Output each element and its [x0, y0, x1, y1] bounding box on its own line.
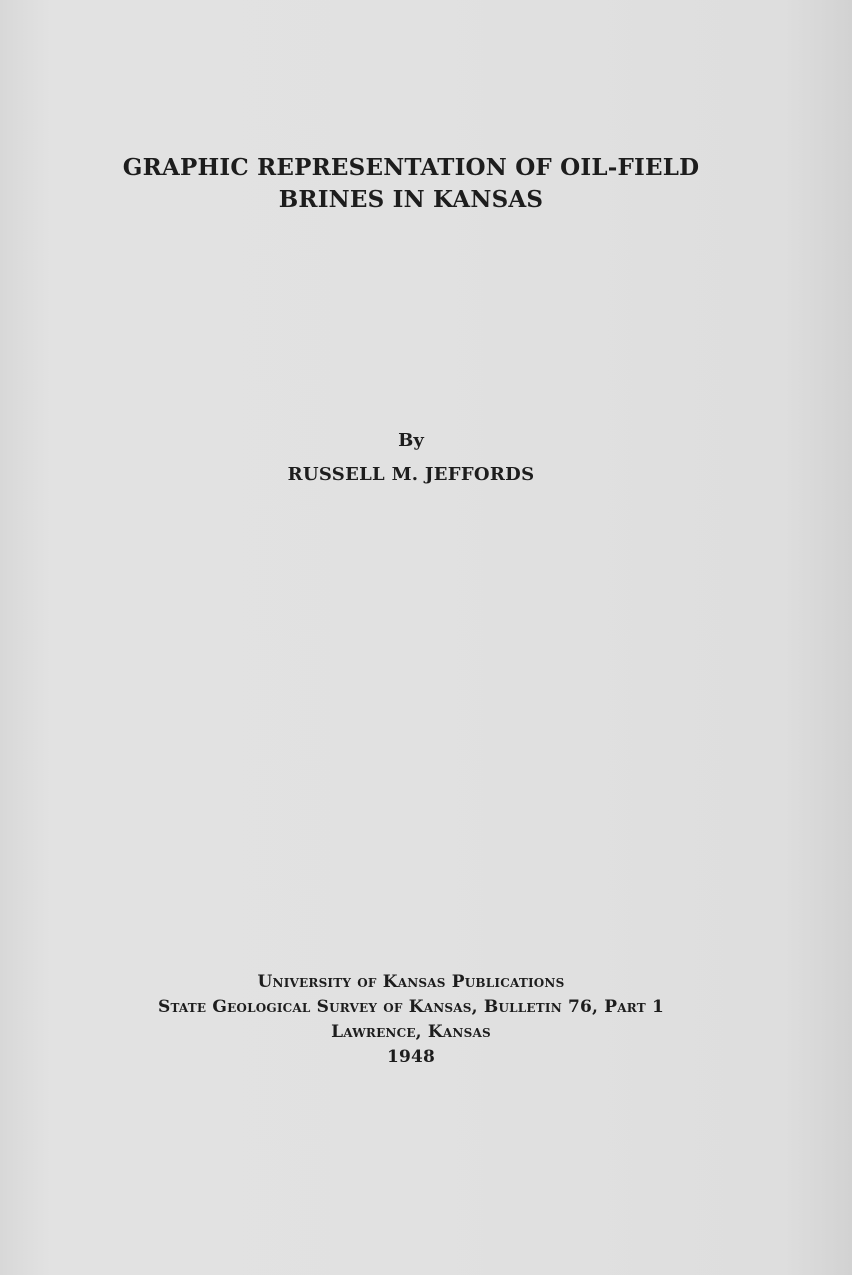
imprint [0, 970, 822, 1070]
by-label: By [398, 430, 424, 451]
title-line-2: BRINES IN KANSAS [278, 186, 544, 213]
byline [0, 428, 822, 488]
year-line: 1948 [386, 1047, 436, 1067]
publisher-line: University of Kansas Publications [257, 972, 565, 992]
document-title [0, 152, 822, 216]
place-line: Lawrence, Kansas [331, 1022, 491, 1042]
author-name: RUSSELL M. JEFFORDS [287, 464, 535, 485]
title-line-1: GRAPHIC REPRESENTATION OF OIL-FIELD [122, 154, 700, 181]
series-line: State Geological Survey of Kansas, Bulletin 76, Part 1 [157, 997, 665, 1017]
